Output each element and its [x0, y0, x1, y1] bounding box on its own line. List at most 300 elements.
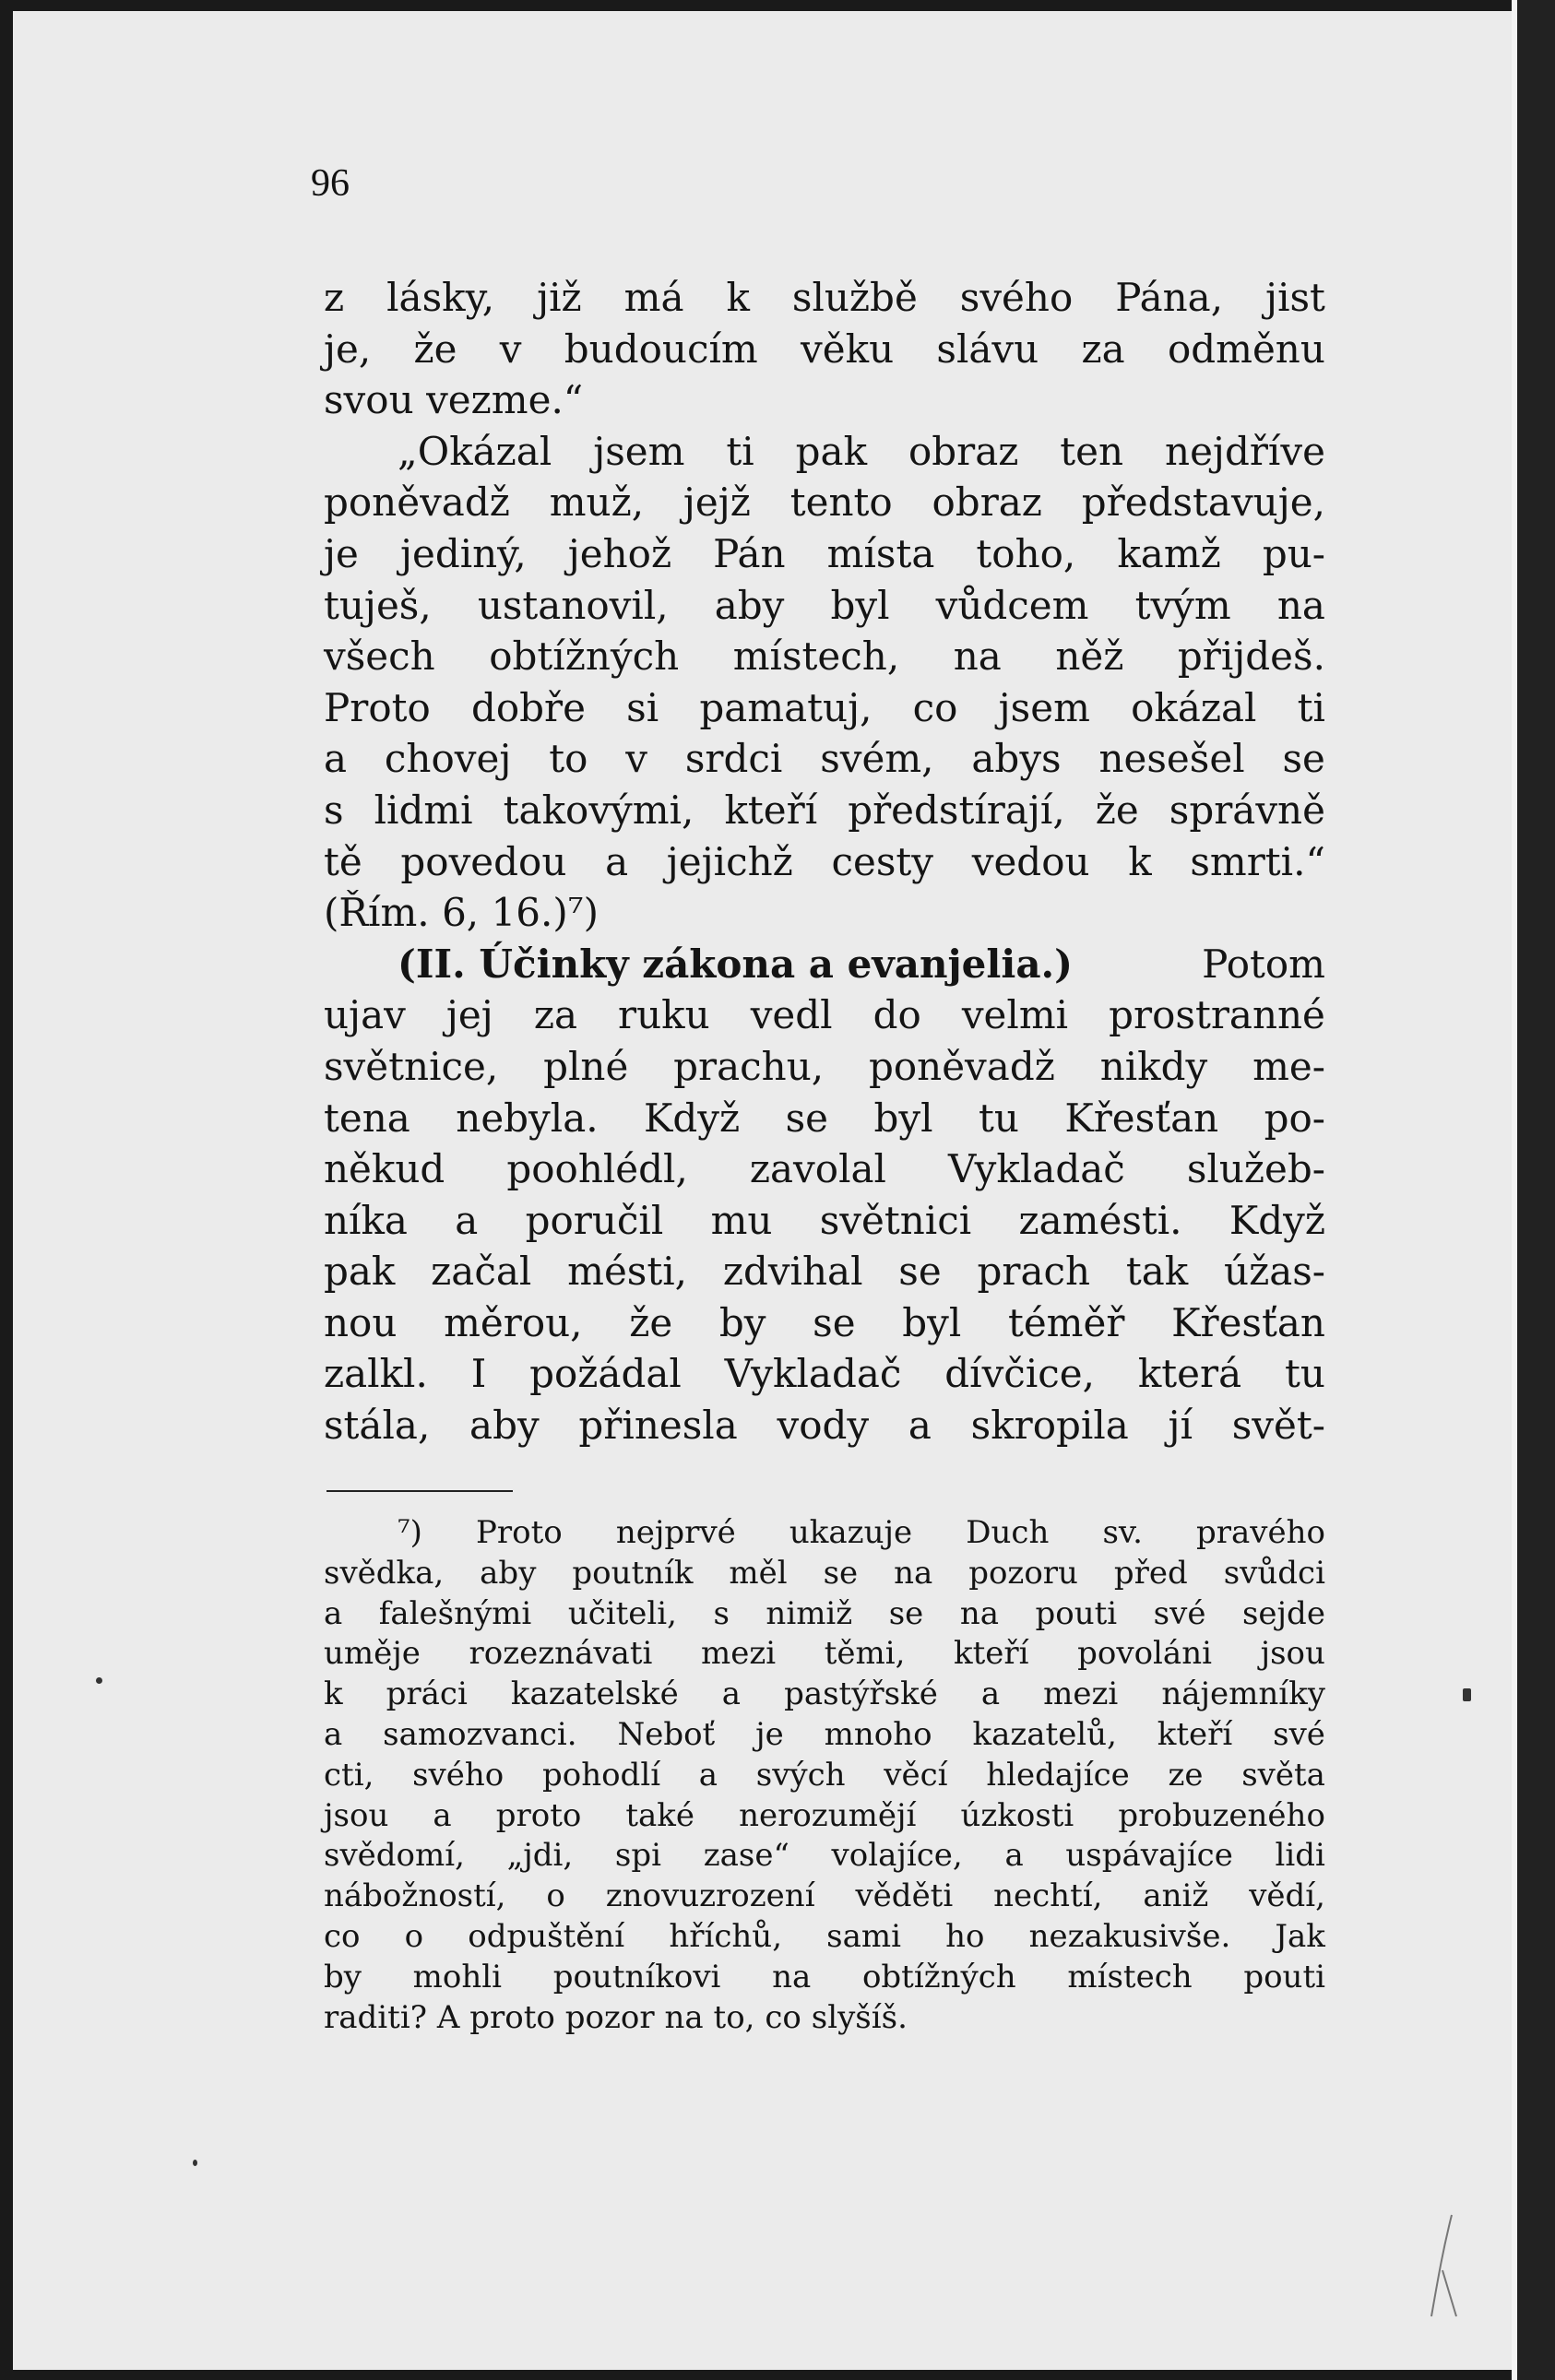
text-line: [324, 477, 1325, 528]
word: nerozumějí: [739, 1796, 917, 1834]
word: Proto: [476, 1514, 563, 1551]
word: o: [546, 1877, 565, 1915]
text-line: [324, 1143, 1325, 1195]
word: je: [324, 530, 359, 576]
word: vedou: [971, 838, 1090, 884]
word: me-: [1252, 1043, 1325, 1089]
word: ruku: [618, 992, 710, 1038]
word: měrou,: [444, 1299, 583, 1345]
text-line: [324, 836, 1325, 888]
word: svůdci: [1223, 1554, 1325, 1592]
scanned-page: [13, 11, 1512, 2370]
word: kazatelské: [510, 1675, 679, 1713]
word: volajíce,: [831, 1837, 963, 1875]
word: Křesťan: [1171, 1299, 1325, 1345]
word: a: [324, 736, 348, 782]
footnote-line: [324, 1634, 1325, 1675]
word: nábožností,: [324, 1877, 506, 1915]
word: Proto: [324, 684, 431, 730]
word: Duch: [966, 1514, 1050, 1551]
word: zavolal: [749, 1146, 886, 1192]
footnote-line: [324, 1554, 1325, 1594]
text-line: [324, 528, 1325, 580]
word: okázal: [1131, 684, 1257, 730]
word: někud: [324, 1146, 445, 1192]
word: s: [324, 787, 344, 833]
word: a: [1004, 1837, 1024, 1875]
pencil-mark: [1387, 2206, 1498, 2335]
text-fragment: Potom: [1202, 941, 1325, 987]
word: svědomí,: [324, 1837, 465, 1875]
word: sv.: [1102, 1514, 1143, 1551]
word: ukazuje: [789, 1514, 913, 1551]
word: k: [324, 1675, 343, 1713]
word: toho,: [976, 530, 1076, 576]
word: sejde: [1241, 1594, 1325, 1632]
word: se: [813, 1299, 856, 1345]
word: je,: [324, 326, 372, 372]
word: povoláni: [1077, 1635, 1212, 1673]
word: pravého: [1196, 1514, 1325, 1551]
word: nebyla.: [456, 1095, 599, 1141]
word: tvým: [1134, 582, 1231, 628]
word: předstírají,: [848, 787, 1065, 833]
word: to: [549, 736, 588, 782]
word: se: [785, 1095, 829, 1141]
word: přinesla: [578, 1403, 738, 1449]
word: úžas-: [1224, 1249, 1325, 1295]
word: něž: [1055, 633, 1124, 680]
word: byl: [830, 582, 890, 628]
word: nezakusivše.: [1028, 1917, 1231, 1955]
word: dívčice,: [944, 1351, 1095, 1397]
word: obtížných: [861, 1958, 1016, 1995]
word: raditi?: [324, 1998, 427, 2036]
body-text: [324, 272, 1325, 1451]
word: místech,: [732, 633, 900, 680]
word: nechtí,: [993, 1877, 1103, 1915]
text-line: [324, 324, 1325, 375]
word: zase“: [703, 1837, 789, 1875]
word: již: [537, 275, 582, 320]
word: Když: [1229, 1197, 1325, 1243]
word: představuje,: [1081, 480, 1325, 526]
word: jsou: [324, 1796, 389, 1834]
word: jsou: [1260, 1635, 1325, 1673]
word: o: [404, 1917, 424, 1955]
word: slyšíš.: [811, 1998, 908, 2036]
word: ti: [726, 428, 754, 474]
word: a: [605, 838, 629, 884]
word: spi: [614, 1837, 662, 1875]
word: tena: [324, 1095, 410, 1141]
word: Jak: [1275, 1917, 1325, 1955]
word: nesešel: [1098, 736, 1245, 782]
word: proto: [495, 1796, 582, 1834]
word: cti,: [324, 1756, 374, 1794]
word: kteří: [954, 1635, 1029, 1673]
word: místa: [826, 530, 935, 576]
word: pouti: [1243, 1958, 1325, 1995]
word: Když: [644, 1095, 741, 1141]
word: byl: [873, 1095, 933, 1141]
word: tak: [1125, 1249, 1189, 1295]
page-edge: [1512, 0, 1517, 2380]
word: zamésti.: [1018, 1197, 1182, 1243]
word: srdci: [684, 736, 783, 782]
word: Pán: [713, 530, 786, 576]
word: kteří: [724, 787, 818, 833]
word: níka: [324, 1197, 408, 1243]
scan-speck: [193, 2160, 197, 2166]
word: jej: [445, 992, 493, 1038]
word: proto: [469, 1998, 555, 2036]
word: měl: [729, 1554, 788, 1592]
word: aby: [469, 1403, 540, 1449]
text-line: [324, 1297, 1325, 1349]
word: poněvadž: [868, 1043, 1055, 1089]
word: probuzeného: [1118, 1796, 1325, 1834]
word: vůdcem: [935, 582, 1089, 628]
word: ho: [945, 1917, 985, 1955]
word: začal: [431, 1249, 532, 1295]
word: za: [533, 992, 577, 1038]
word: že: [629, 1299, 673, 1345]
text-line: [324, 733, 1325, 785]
word: požádal: [529, 1351, 682, 1397]
footnote-line: [324, 1917, 1325, 1958]
word: nou: [324, 1299, 398, 1345]
word: aniž: [1143, 1877, 1209, 1915]
word: k: [726, 275, 750, 320]
word: na: [894, 1554, 933, 1592]
footnote-line: [324, 1715, 1325, 1756]
section-heading: (II. Účinky zákona a evanjelia.): [398, 941, 1074, 987]
text-line: [324, 374, 1325, 426]
word: službě: [791, 275, 918, 320]
word: pu-: [1262, 530, 1325, 576]
word: 6,: [442, 890, 480, 936]
word: jejichž: [666, 838, 793, 884]
word: tu: [978, 1095, 1019, 1141]
text-line: [324, 631, 1325, 682]
word: která: [1137, 1351, 1242, 1397]
word: mésti,: [567, 1249, 688, 1295]
word: chovej: [384, 736, 512, 782]
word: jejž: [683, 480, 751, 526]
word: svou: [324, 377, 414, 423]
word: velmi: [961, 992, 1069, 1038]
footnote-line: [324, 1675, 1325, 1715]
word: do: [872, 992, 921, 1038]
word: pozor: [564, 1998, 655, 2036]
text-line: [324, 989, 1325, 1041]
scan-speck: [96, 1677, 102, 1684]
word: I: [470, 1351, 487, 1397]
word: věku: [801, 326, 895, 372]
word: ten: [1060, 428, 1124, 474]
word: nájemníky: [1161, 1675, 1325, 1713]
footnote-line: [324, 1877, 1325, 1917]
word: uspávajíce: [1065, 1837, 1233, 1875]
word: vezme.“: [426, 377, 584, 423]
word: budoucím: [564, 326, 758, 372]
word: vedl: [750, 992, 833, 1038]
word: a: [980, 1675, 1001, 1713]
word: poručil: [525, 1197, 664, 1243]
footnote-line: [324, 1796, 1325, 1837]
word: se: [823, 1554, 859, 1592]
word: vody: [777, 1403, 870, 1449]
word: své: [1153, 1594, 1206, 1632]
word: skropila: [970, 1403, 1129, 1449]
word: světnici: [819, 1197, 972, 1243]
word: lásky,: [386, 275, 495, 320]
word: mnoho: [824, 1715, 932, 1753]
word: a: [324, 1594, 343, 1632]
word: jsem: [593, 428, 685, 474]
word: a: [455, 1197, 479, 1243]
word: v: [499, 326, 522, 372]
text-line: [324, 1195, 1325, 1247]
word: obraz: [932, 480, 1042, 526]
word: si: [626, 684, 659, 730]
word: prachu,: [673, 1043, 825, 1089]
word: těmi,: [824, 1635, 906, 1673]
word: abys: [971, 736, 1062, 782]
text-line: [324, 1246, 1325, 1297]
word: takovými,: [503, 787, 694, 833]
word: co: [324, 1917, 361, 1955]
word: by: [718, 1299, 766, 1345]
text-line: [324, 887, 1325, 939]
footnote-line: [324, 1594, 1325, 1635]
word: aby: [714, 582, 785, 628]
word: z: [324, 275, 345, 320]
word: práci: [386, 1675, 468, 1713]
word: kteří: [1157, 1715, 1233, 1753]
word: uměje: [324, 1635, 421, 1673]
word: nimiž: [766, 1594, 853, 1632]
word: nejprvé: [615, 1514, 736, 1551]
text-line: [324, 272, 1325, 324]
word: se: [1282, 736, 1325, 782]
word: mezi: [1043, 1675, 1119, 1713]
word: pozoru: [968, 1554, 1078, 1592]
word: ujav: [324, 992, 406, 1038]
scan-speck: [1463, 1688, 1471, 1701]
footnote-line: [324, 1998, 1325, 2039]
word: mezi: [700, 1635, 777, 1673]
footnote-line: [324, 1958, 1325, 1998]
word: nikdy: [1099, 1043, 1208, 1089]
word: co: [912, 684, 958, 730]
word: cesty: [831, 838, 934, 884]
word: ustanovil,: [477, 582, 669, 628]
word: ze: [1168, 1756, 1204, 1794]
word: místech: [1067, 1958, 1193, 1995]
word: pak: [795, 428, 868, 474]
word: samozvanci.: [383, 1715, 577, 1753]
word: ⁷): [398, 1514, 422, 1551]
word: jehož: [567, 530, 672, 576]
scan-border: [1512, 0, 1555, 2380]
word: úzkosti: [960, 1796, 1074, 1834]
text-line: [324, 1400, 1325, 1451]
word: stála,: [324, 1403, 431, 1449]
word: falešnými: [378, 1594, 532, 1632]
text-line: [324, 682, 1325, 734]
word: Vykladač: [724, 1351, 902, 1397]
word: před: [1113, 1554, 1188, 1592]
word: poohlédl,: [506, 1146, 688, 1192]
word: ti: [1297, 684, 1325, 730]
word: na: [953, 633, 1002, 680]
word: prostranné: [1109, 992, 1325, 1038]
word: po-: [1264, 1095, 1325, 1141]
word: zdvihal: [722, 1249, 863, 1295]
word: pohodlí: [541, 1756, 661, 1794]
word: a: [433, 1796, 452, 1834]
word: je: [755, 1715, 784, 1753]
word: a: [721, 1675, 742, 1713]
word: za: [1081, 326, 1125, 372]
section-heading-line: [324, 939, 1325, 990]
text-line: [324, 785, 1325, 836]
word: obraz: [908, 428, 1019, 474]
word: svého: [412, 1756, 504, 1794]
word: rozeznávati: [469, 1635, 653, 1673]
word: lidi: [1275, 1837, 1325, 1875]
word: odpuštění: [468, 1917, 625, 1955]
word: že: [413, 326, 457, 372]
word: Vykladač: [948, 1146, 1125, 1192]
text-line: [324, 1348, 1325, 1400]
word: jsem: [998, 684, 1090, 730]
word: se: [898, 1249, 942, 1295]
word: má: [623, 275, 684, 320]
word: A: [436, 1998, 460, 2036]
word: věděti: [855, 1877, 954, 1915]
word: 16.)⁷): [491, 890, 599, 936]
word: mu: [710, 1197, 773, 1243]
word: dobře: [470, 684, 586, 730]
word: nejdříve: [1165, 428, 1325, 474]
word: služeb-: [1186, 1146, 1325, 1192]
word: pamatuj,: [699, 684, 872, 730]
word: se: [888, 1594, 924, 1632]
word: odměnu: [1167, 326, 1325, 372]
word: také: [625, 1796, 695, 1834]
word: a: [908, 1403, 932, 1449]
word: muž,: [549, 480, 645, 526]
text-line: [324, 580, 1325, 632]
word: kazatelů,: [972, 1715, 1117, 1753]
word: pak: [324, 1249, 396, 1295]
word: mohli: [412, 1958, 503, 1995]
word: poněvadž: [324, 480, 510, 526]
word: tuješ,: [324, 582, 432, 628]
word: jediný,: [399, 530, 527, 576]
word: znovuzrození: [605, 1877, 815, 1915]
word: k: [1128, 838, 1152, 884]
word: zalkl.: [324, 1351, 428, 1397]
word: „Okázal: [398, 428, 552, 474]
word: s: [713, 1594, 730, 1632]
word: poutníkovi: [552, 1958, 721, 1995]
word: světnice,: [324, 1043, 499, 1089]
word: na: [1276, 582, 1325, 628]
word: věcí: [884, 1756, 948, 1794]
word: kamž: [1117, 530, 1221, 576]
word: hledajíce: [986, 1756, 1130, 1794]
word: lidmi: [374, 787, 473, 833]
word: poutník: [572, 1554, 694, 1592]
word: správně: [1169, 787, 1325, 833]
word: a: [698, 1756, 718, 1794]
word: svých: [755, 1756, 846, 1794]
word: přijdeš.: [1177, 633, 1325, 680]
word: jí: [1168, 1403, 1193, 1449]
word: světa: [1241, 1756, 1325, 1794]
word: tento: [789, 480, 893, 526]
word: všech: [324, 633, 435, 680]
word: povedou: [400, 838, 567, 884]
word: téměř: [1007, 1299, 1125, 1345]
word: Pána,: [1115, 275, 1224, 320]
word: že: [1095, 787, 1139, 833]
word: (Řím.: [324, 890, 430, 936]
word: slávu: [936, 326, 1039, 372]
word: smrti.“: [1190, 838, 1325, 884]
word: své: [1273, 1715, 1325, 1753]
footnote-divider: [326, 1490, 513, 1492]
word: učiteli,: [567, 1594, 677, 1632]
word: pastýřské: [784, 1675, 938, 1713]
word: a: [324, 1715, 343, 1753]
word: plné: [543, 1043, 629, 1089]
text-line: [324, 426, 1325, 478]
word: na: [959, 1594, 999, 1632]
word: jist: [1265, 275, 1325, 320]
word: v: [625, 736, 647, 782]
word: tě: [324, 838, 362, 884]
word: hříchů,: [669, 1917, 782, 1955]
footnote: [324, 1513, 1325, 2038]
word: byl: [902, 1299, 962, 1345]
footnote-line: [324, 1836, 1325, 1877]
word: svědka,: [324, 1554, 445, 1592]
word: na: [772, 1958, 812, 1995]
word: na: [664, 1998, 704, 2036]
word: pouti: [1035, 1594, 1118, 1632]
footnote-line: [324, 1513, 1325, 1554]
word: sami: [826, 1917, 901, 1955]
word: svět-: [1231, 1403, 1325, 1449]
footnote-line: [324, 1756, 1325, 1796]
word: „jdi,: [506, 1837, 574, 1875]
word: prach: [977, 1249, 1091, 1295]
word: to,: [713, 1998, 755, 2036]
word: Neboť: [617, 1715, 716, 1753]
word: svého: [959, 275, 1074, 320]
text-line: [324, 1093, 1325, 1144]
word: co: [765, 1998, 801, 2036]
word: svém,: [820, 736, 934, 782]
word: obtížných: [489, 633, 680, 680]
word: Křesťan: [1064, 1095, 1219, 1141]
page-number: 96: [311, 162, 350, 205]
